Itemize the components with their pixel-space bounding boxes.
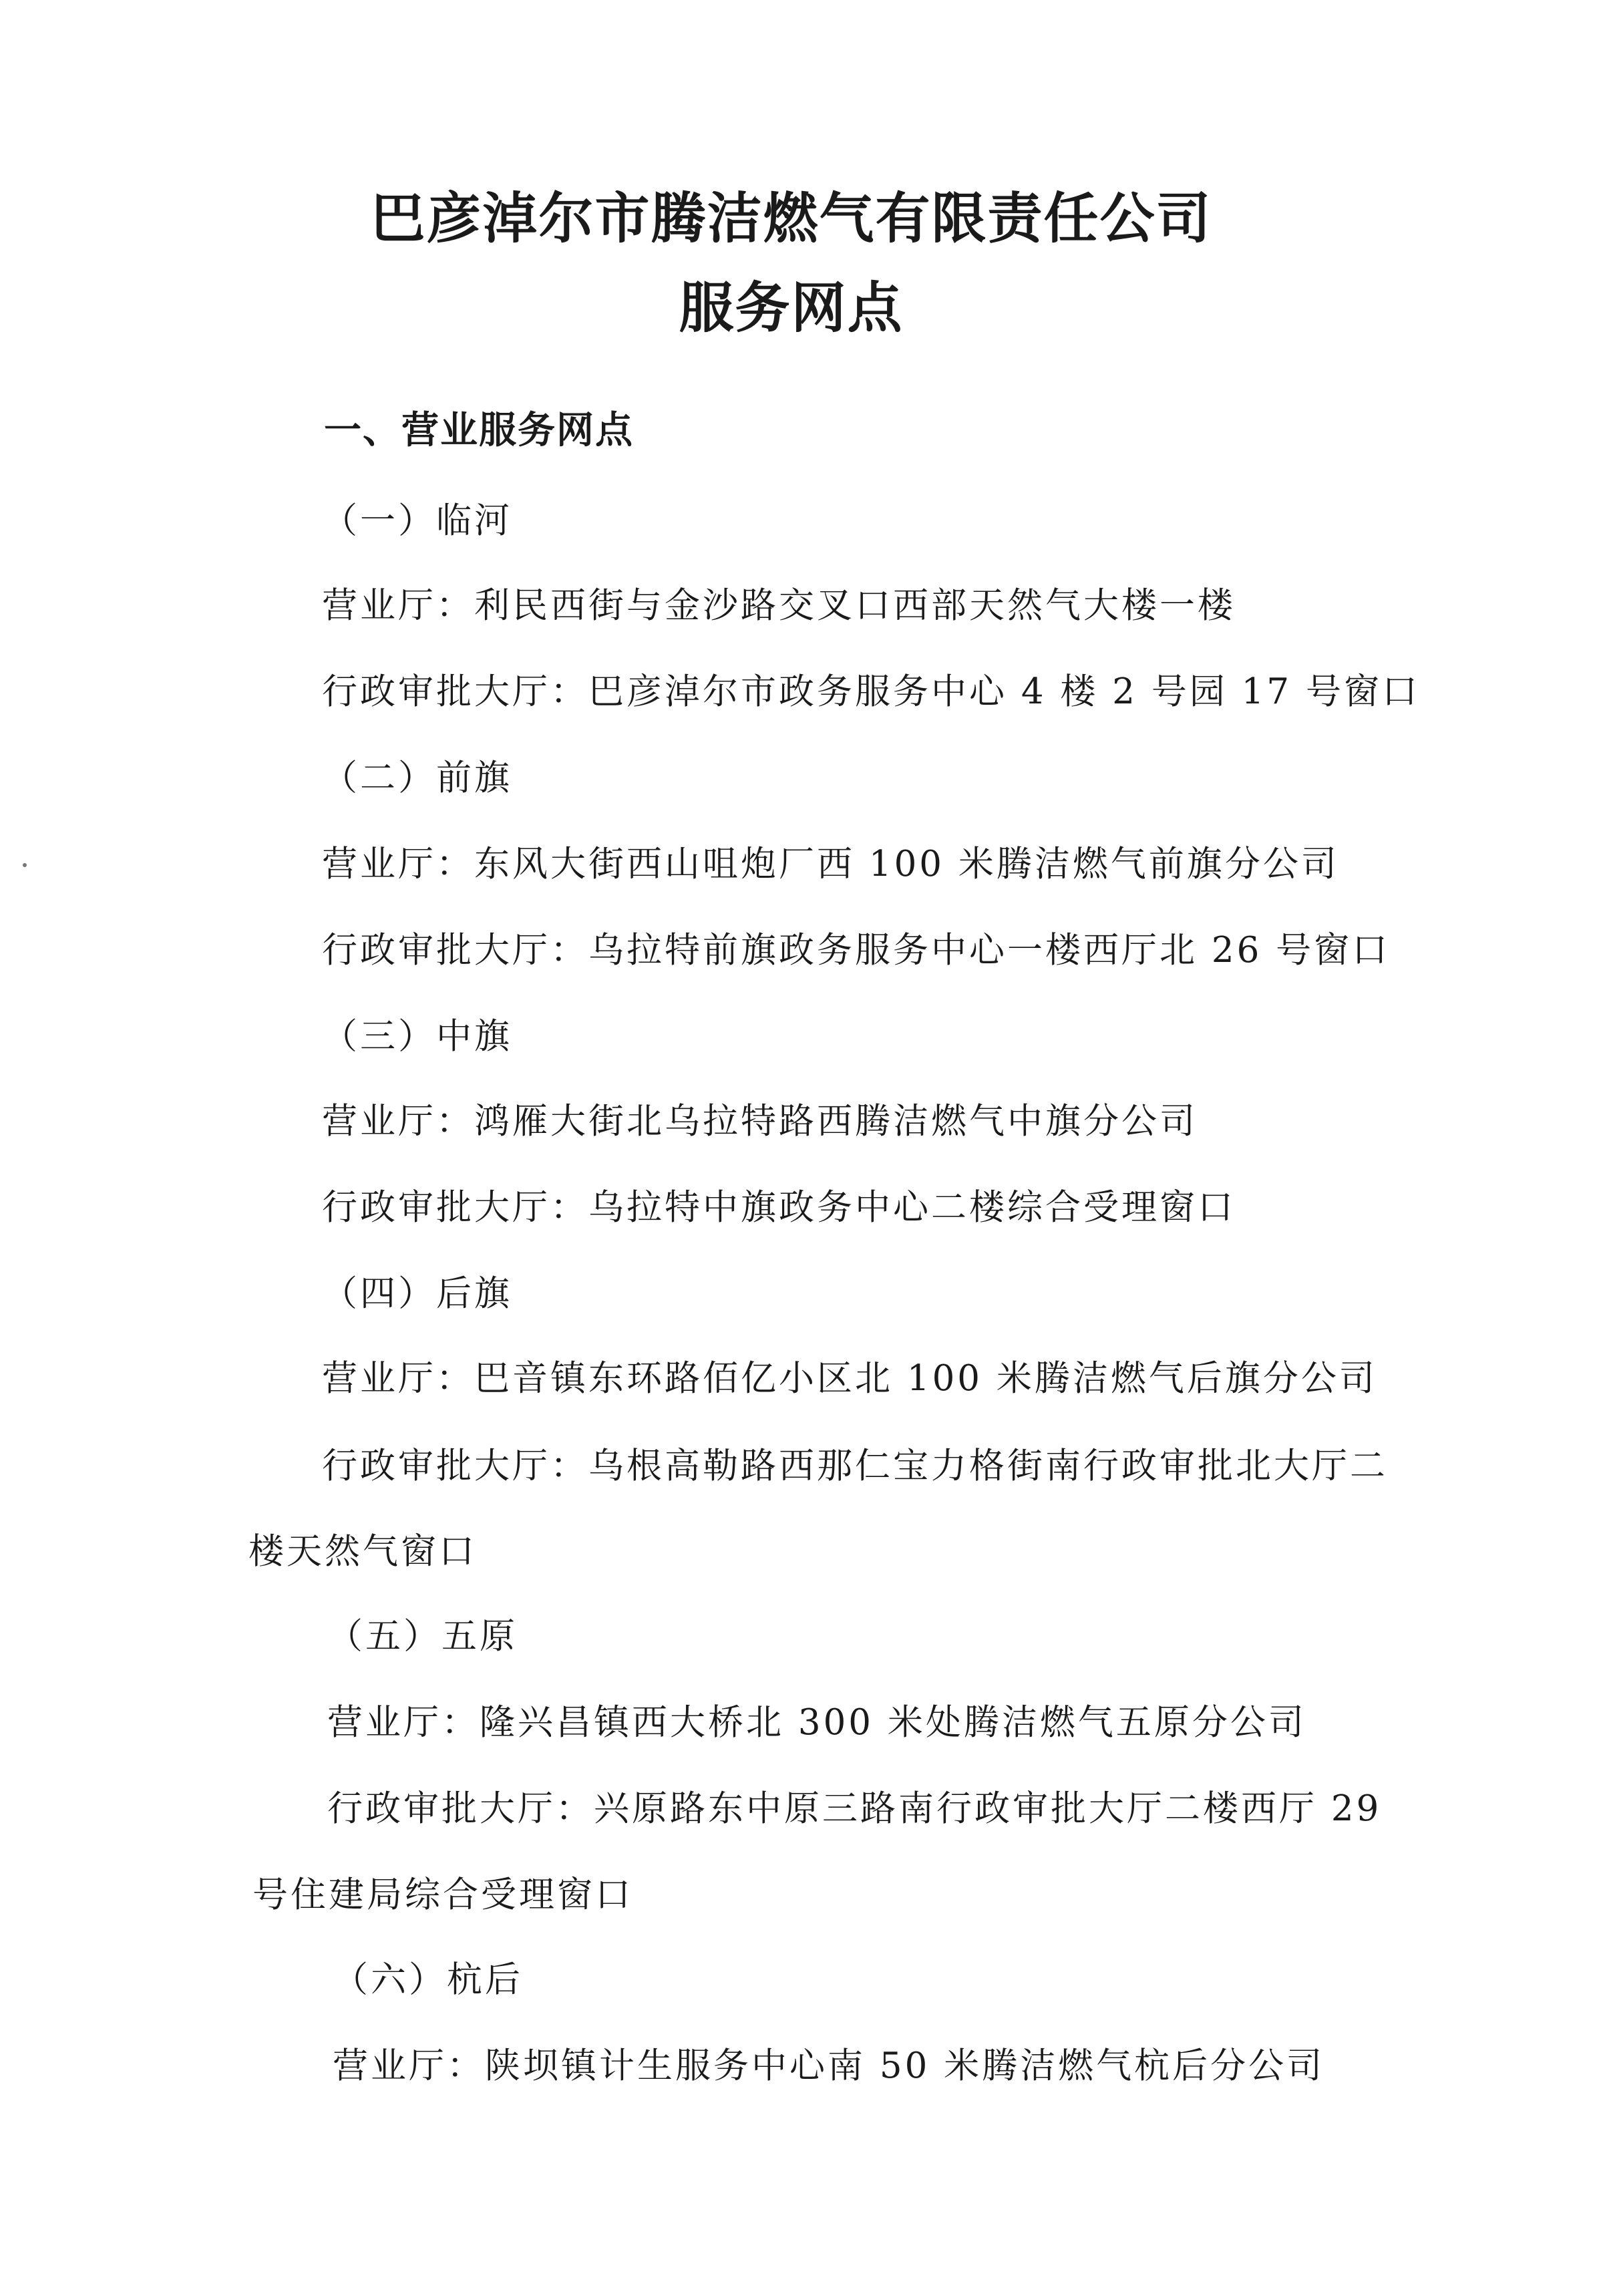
business-hall-line: 营业厅：隆兴昌镇西大桥北 300 米处腾洁燃气五原分公司 — [327, 1702, 1306, 1743]
business-hall-line: 营业厅：陕坝镇计生服务中心南 50 米腾洁燃气杭后分公司 — [333, 2045, 1325, 2086]
subsection-heading-linhe: （一）临河 — [322, 500, 512, 541]
subsection-heading-zhongqi: （三）中旗 — [322, 1016, 512, 1057]
business-hall-line: 营业厅：利民西街与金沙路交叉口西部天然气大楼一楼 — [322, 585, 1236, 626]
business-hall-line: 营业厅：巴音镇东环路佰亿小区北 100 米腾洁燃气后旗分公司 — [322, 1358, 1377, 1399]
document-title-line-2: 服务网点 — [679, 277, 904, 340]
subsection-heading-qianqi: （二）前旗 — [322, 758, 512, 798]
approval-hall-line: 行政审批大厅：乌拉特前旗政务服务中心一楼西厅北 26 号窗口 — [322, 930, 1391, 971]
subsection-heading-hanghou: （六）杭后 — [333, 1959, 523, 2000]
business-hall-line: 营业厅：鸿雁大街北乌拉特路西腾洁燃气中旗分公司 — [322, 1101, 1198, 1142]
approval-hall-line-continuation: 号住建局综合受理窗口 — [252, 1874, 633, 1915]
document-title-line-1: 巴彦淖尔市腾洁燃气有限责任公司 — [370, 187, 1212, 251]
approval-hall-line: 行政审批大厅：乌拉特中旗政务中心二楼综合受理窗口 — [322, 1187, 1236, 1228]
scan-speck — [23, 863, 27, 867]
subsection-heading-wuyuan: （五）五原 — [327, 1616, 518, 1657]
business-hall-line: 营业厅：东风大街西山咀炮厂西 100 米腾洁燃气前旗分公司 — [322, 844, 1339, 884]
approval-hall-line-continuation: 楼天然气窗口 — [248, 1531, 477, 1572]
approval-hall-line: 行政审批大厅：兴原路东中原三路南行政审批大厅二楼西厅 29 — [327, 1788, 1382, 1829]
section-heading: 一、营业服务网点 — [324, 409, 634, 452]
approval-hall-line: 行政审批大厅：乌根高勒路西那仁宝力格街南行政审批北大厅二 — [322, 1446, 1388, 1486]
subsection-heading-houqi: （四）后旗 — [322, 1273, 512, 1314]
approval-hall-line: 行政审批大厅：巴彦淖尔市政务服务中心 4 楼 2 号园 17 号窗口 — [322, 671, 1420, 712]
